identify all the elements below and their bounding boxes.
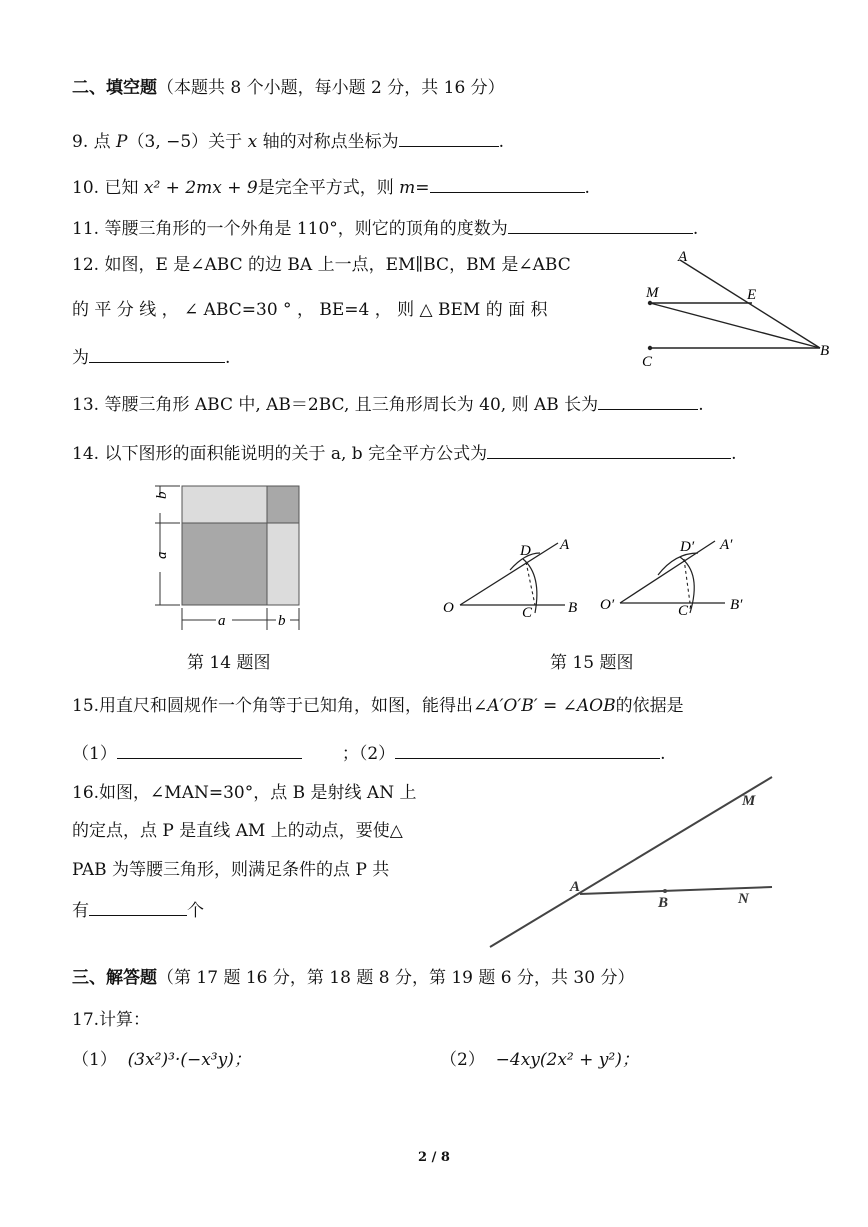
q11-answer-blank[interactable] bbox=[508, 215, 693, 234]
q16-line-AM bbox=[490, 777, 772, 947]
q16-answer-blank[interactable] bbox=[89, 897, 187, 916]
q15-dashed-C2D2 bbox=[684, 559, 690, 603]
q16-text-1: 如图，∠MAN=30°，点 B 是射线 AN 上 bbox=[99, 783, 417, 803]
q15-label-A2: A′ bbox=[720, 537, 733, 553]
q16-text-2: 的定点，点 P 是直线 AM 上的动点，要使△ bbox=[72, 821, 403, 841]
q16-line-1 bbox=[72, 781, 417, 805]
q14-label-a-bottom: a bbox=[218, 613, 226, 629]
q16-text-4b: 个 bbox=[187, 901, 204, 921]
q12-line-3 bbox=[72, 344, 230, 370]
q15-end: . bbox=[660, 744, 666, 764]
q16-number: 16. bbox=[72, 783, 100, 803]
q12-end: . bbox=[225, 348, 231, 368]
q10-var: m bbox=[399, 178, 416, 198]
question-11 bbox=[72, 215, 698, 241]
q14-square-b bbox=[267, 486, 299, 523]
q15-ray-O2A2 bbox=[620, 541, 715, 603]
q10-equals: = bbox=[415, 178, 430, 198]
q16-label-N: N bbox=[738, 891, 749, 907]
q9-text-b: （3, −5）关于 bbox=[127, 132, 248, 152]
page-number: 2 / 8 bbox=[418, 1150, 450, 1165]
q15-label-D2: D′ bbox=[680, 539, 695, 555]
question-9 bbox=[72, 128, 504, 154]
q15-part-2-label: ；（2） bbox=[341, 744, 396, 764]
q12-label-E: E bbox=[747, 287, 757, 303]
q17-part-2-label: （2） bbox=[440, 1050, 485, 1070]
q15-answer-blank-2[interactable] bbox=[395, 740, 660, 759]
q15-expression: ∠A′O′B′ = ∠AOB bbox=[473, 696, 616, 716]
q12-line-2 bbox=[72, 298, 548, 322]
q10-number: 10. bbox=[72, 178, 100, 198]
q14-number: 14. bbox=[72, 444, 100, 464]
q13-text: 等腰三角形 ABC 中, AB＝2BC, 且三角形周长为 40, 则 AB 长为 bbox=[104, 395, 599, 415]
q16-line-2 bbox=[72, 819, 403, 843]
q15-label-C2: C′ bbox=[678, 603, 692, 619]
question-14 bbox=[72, 440, 737, 466]
question-13 bbox=[72, 391, 704, 417]
q15-text: 用直尺和圆规作一个角等于已知角，如图，能得出 bbox=[99, 696, 474, 716]
q14-text: 以下图形的面积能说明的关于 a, b 完全平方公式为 bbox=[104, 444, 488, 464]
section-3-header bbox=[72, 966, 634, 990]
q16-line-3 bbox=[72, 858, 389, 882]
section-2-title: 二、填空题 bbox=[72, 78, 157, 98]
q14-square-a bbox=[182, 523, 267, 605]
q15-label-B: B bbox=[568, 600, 578, 616]
q15-label-C: C bbox=[522, 605, 533, 621]
q12-answer-blank[interactable] bbox=[89, 344, 225, 363]
q17-part-1 bbox=[72, 1048, 251, 1072]
q9-var: P bbox=[116, 132, 128, 152]
q9-end: . bbox=[498, 132, 504, 152]
q15-number: 15. bbox=[72, 696, 100, 716]
q13-number: 13. bbox=[72, 395, 100, 415]
q12-point-C bbox=[648, 346, 652, 350]
q12-ray-BA bbox=[680, 260, 820, 348]
q14-label-a-left: a bbox=[154, 551, 170, 559]
q16-label-A: A bbox=[570, 879, 581, 895]
q14-label-b-left: b bbox=[154, 491, 170, 499]
q10-answer-blank[interactable] bbox=[430, 174, 585, 193]
q16-label-M: M bbox=[742, 793, 756, 809]
q15-label-B2: B′ bbox=[730, 597, 743, 613]
q16-label-B: B bbox=[658, 895, 669, 911]
q16-line-4 bbox=[72, 897, 204, 923]
q16-text-4a: 有 bbox=[72, 901, 89, 921]
q15-answer-blank-1[interactable] bbox=[117, 740, 302, 759]
q12-label-M: M bbox=[646, 285, 659, 301]
q17-text: 计算： bbox=[99, 1010, 151, 1030]
q12-line-1 bbox=[72, 253, 571, 277]
q9-text-a: 点 bbox=[93, 132, 117, 152]
q15-part-1-label: （1） bbox=[72, 744, 117, 764]
q12-text-2: 的 平 分 线 ， ∠ ABC=30 ° ， BE=4 ， 则 △ BEM 的 面 积 bbox=[72, 300, 548, 320]
q12-number: 12. bbox=[72, 255, 100, 275]
q17-part-1-expression: (3x²)³·(−x³y)； bbox=[127, 1050, 251, 1070]
q16-point-B bbox=[663, 889, 667, 893]
question-15 bbox=[72, 694, 684, 718]
section-2-header bbox=[72, 76, 505, 100]
q14-caption: 第 14 题图 bbox=[187, 653, 271, 673]
q11-end: . bbox=[692, 219, 699, 239]
q16-figure bbox=[480, 765, 780, 955]
q11-number: 11. bbox=[72, 219, 100, 239]
q14-answer-blank[interactable] bbox=[487, 440, 731, 459]
q12-figure bbox=[630, 245, 845, 370]
section-2-note: （本题共 8 个小题，每小题 2 分，共 16 分） bbox=[157, 78, 505, 98]
q9-answer-blank[interactable] bbox=[399, 128, 499, 147]
question-17 bbox=[72, 1008, 150, 1032]
q13-end: . bbox=[698, 395, 704, 415]
section-3-title: 三、解答题 bbox=[72, 968, 157, 988]
q15-label-O2: O′ bbox=[600, 597, 615, 613]
q15-label-D: D bbox=[520, 543, 531, 559]
q14-label-b-bottom: b bbox=[278, 613, 286, 629]
q13-answer-blank[interactable] bbox=[598, 391, 698, 410]
q9-text-c: 轴的对称点坐标为 bbox=[257, 132, 399, 152]
q14-end: . bbox=[731, 444, 737, 464]
q10-expression: x² + 2mx + 9 bbox=[143, 178, 258, 198]
q10-text-b: 是完全平方式，则 bbox=[257, 178, 400, 198]
q10-end: . bbox=[584, 178, 590, 198]
q17-part-2 bbox=[440, 1048, 639, 1072]
q17-part-2-expression: −4xy(2x² + y²)； bbox=[495, 1050, 639, 1070]
q17-number: 17. bbox=[72, 1010, 100, 1030]
q9-axis: x bbox=[247, 132, 258, 152]
q14-rect-ab-right bbox=[267, 523, 299, 605]
q16-text-3: PAB 为等腰三角形，则满足条件的点 P 共 bbox=[72, 860, 390, 880]
q12-label-B: B bbox=[820, 343, 830, 359]
q15-figure bbox=[440, 525, 770, 625]
q14-figure bbox=[150, 480, 310, 640]
q12-text-1: 如图，E 是∠ABC 的边 BA 上一点，EM∥BC，BM 是∠ABC bbox=[104, 255, 571, 275]
q15-label-O: O bbox=[443, 600, 454, 616]
q15-ray-OA bbox=[460, 543, 558, 605]
q12-label-A: A bbox=[678, 249, 688, 265]
q15-caption: 第 15 题图 bbox=[550, 653, 634, 673]
q12-label-C: C bbox=[642, 354, 653, 370]
q9-number: 9. bbox=[72, 132, 89, 152]
q15-text-b: 的依据是 bbox=[615, 696, 684, 716]
question-10 bbox=[72, 174, 590, 200]
section-3-note: （第 17 题 16 分，第 18 题 8 分，第 19 题 6 分，共 30 分） bbox=[157, 968, 635, 988]
q15-answer-line bbox=[72, 740, 666, 766]
q10-text-a: 已知 bbox=[104, 178, 144, 198]
q14-rect-ab-top bbox=[182, 486, 267, 523]
q11-text: 等腰三角形的一个外角是 110°，则它的顶角的度数为 bbox=[104, 219, 508, 239]
q15-label-A: A bbox=[560, 537, 570, 553]
q12-text-3: 为 bbox=[72, 348, 89, 368]
q12-segment-BM bbox=[650, 303, 820, 348]
q12-point-M bbox=[648, 301, 652, 305]
q17-part-1-label: （1） bbox=[72, 1050, 117, 1070]
